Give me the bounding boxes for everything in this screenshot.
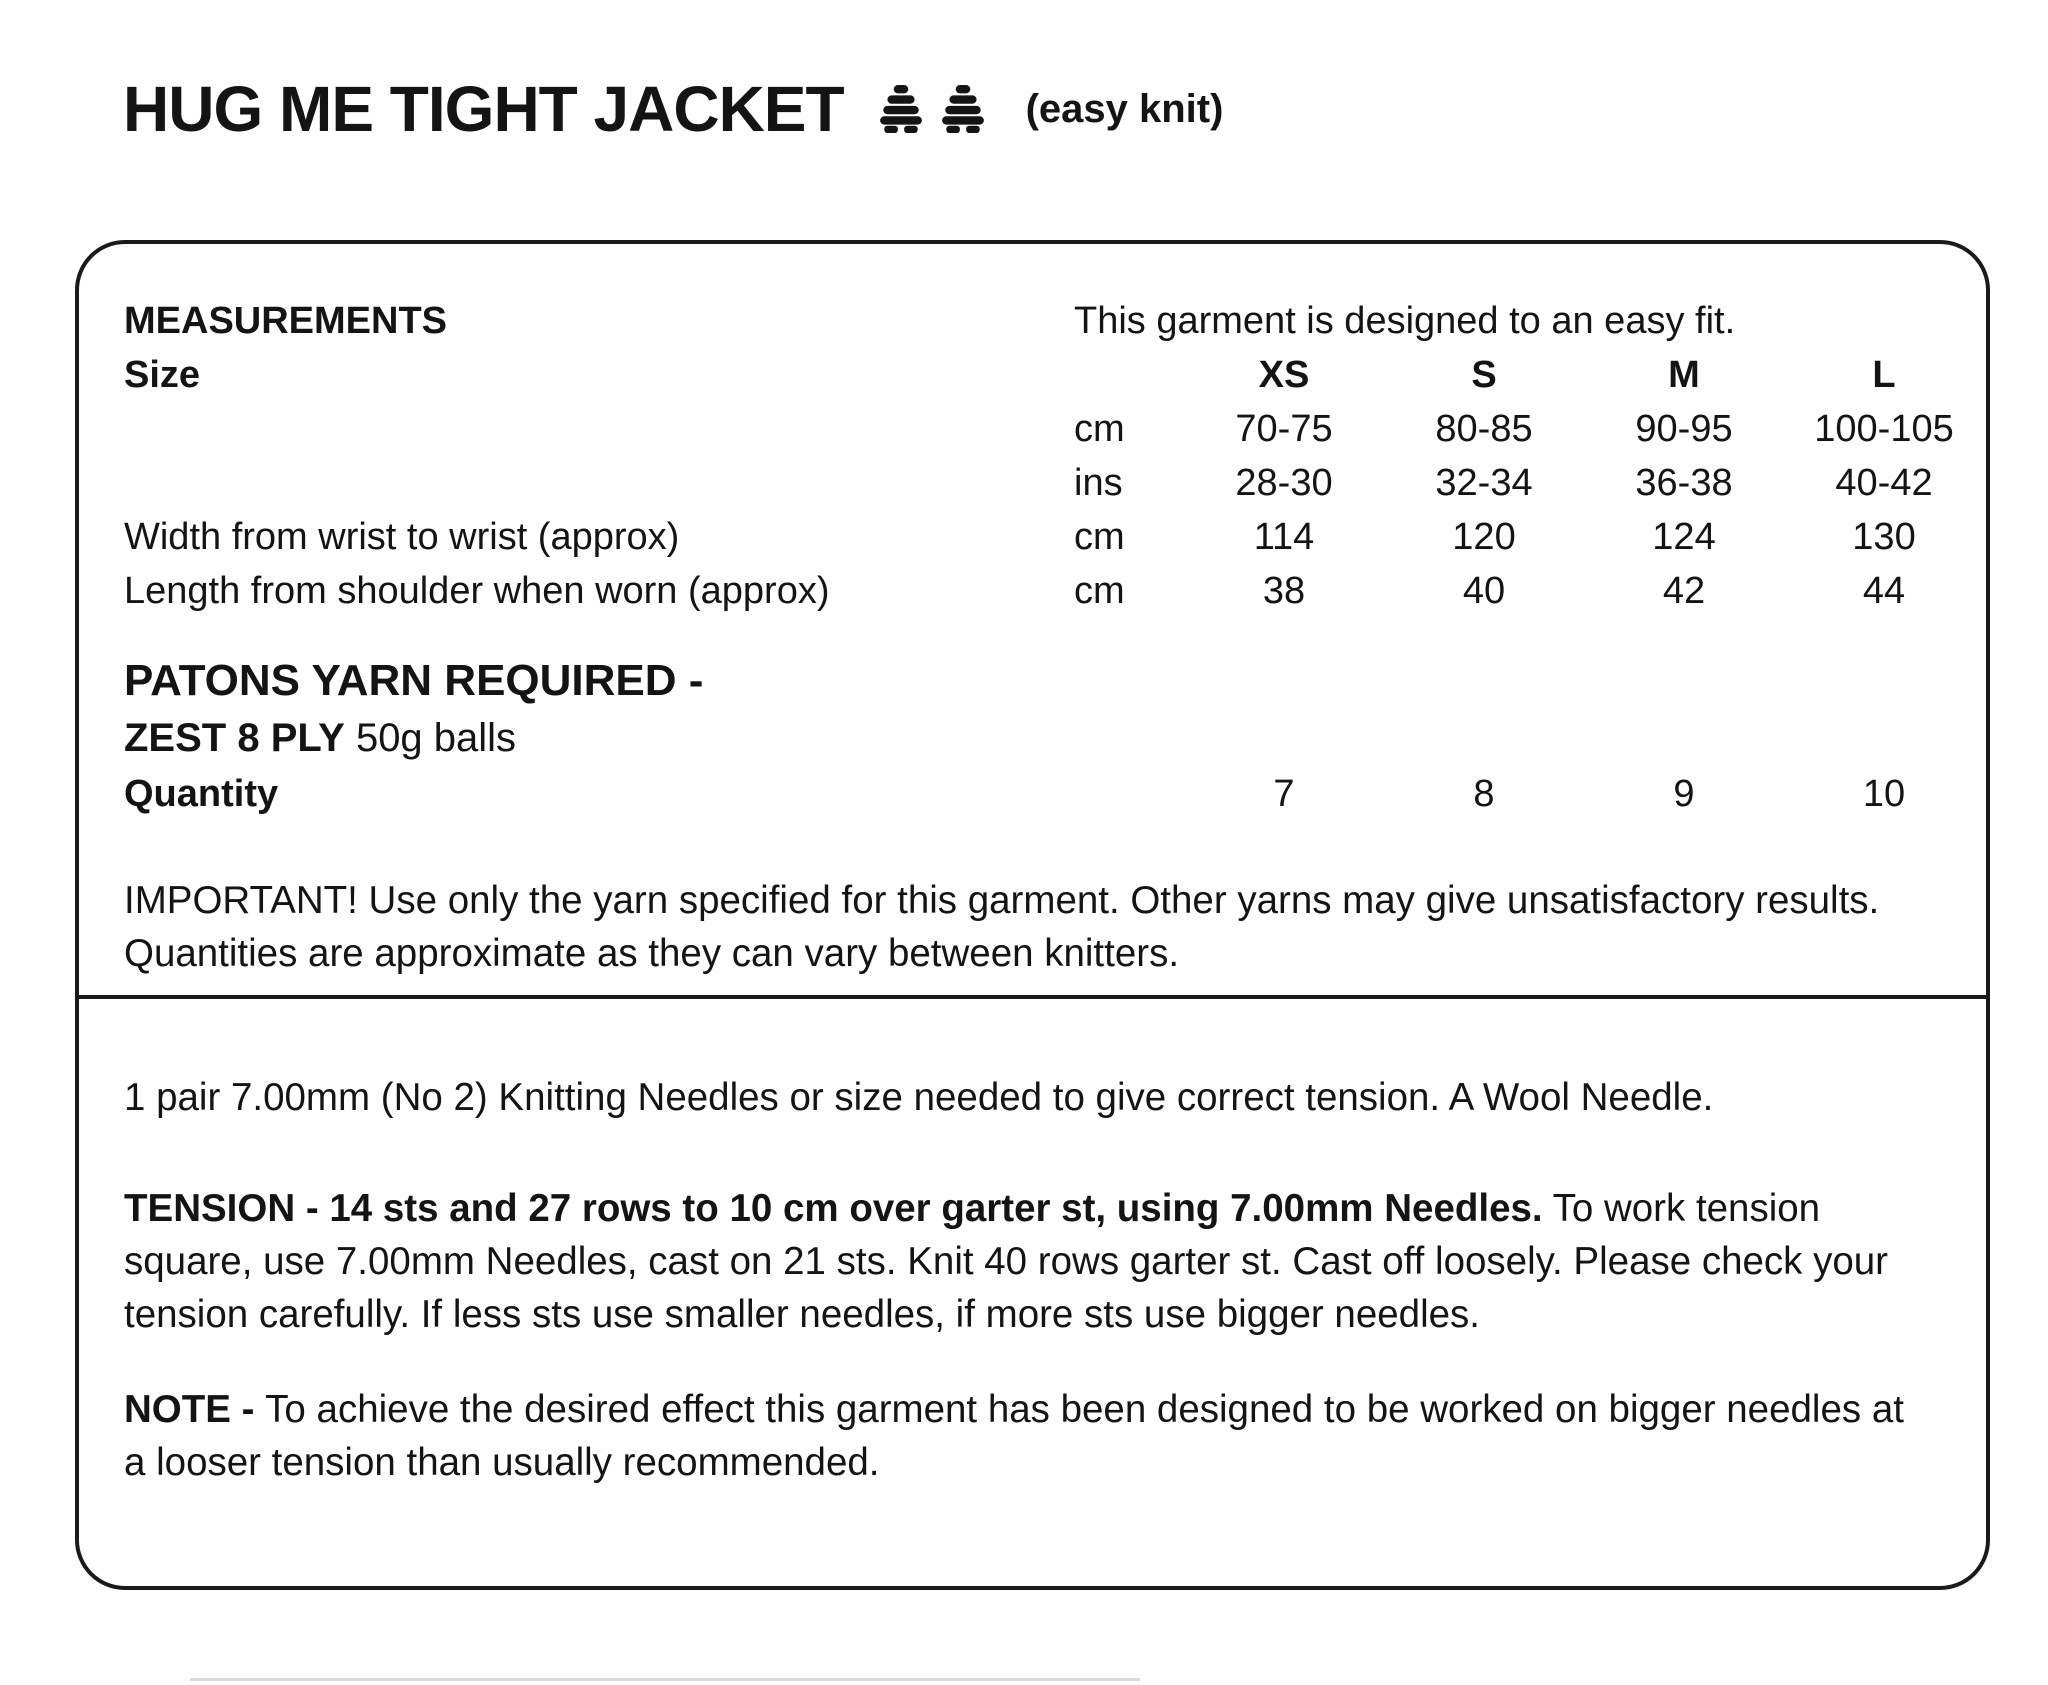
table-cell: 38 bbox=[1262, 570, 1306, 612]
yarn-required-heading: PATONS YARN REQUIRED - bbox=[124, 656, 704, 705]
measurements-table bbox=[124, 294, 1954, 618]
table-row-label: Width from wrist to wrist (approx) bbox=[124, 516, 680, 558]
tension-paragraph bbox=[124, 1182, 1924, 1341]
needles-text: 1 pair 7.00mm (No 2) Knitting Needles or size needed to give correct tension. A Wool Needle. bbox=[124, 1076, 1714, 1119]
table-cell: 28-30 bbox=[1235, 462, 1333, 504]
table-row-label bbox=[124, 456, 1074, 510]
quantity-row bbox=[124, 766, 1946, 822]
table-cell: 44 bbox=[1862, 570, 1906, 612]
size-header-xs: XS bbox=[1258, 354, 1310, 396]
quantity-s: 8 bbox=[1473, 773, 1495, 815]
table-cell: 70-75 bbox=[1235, 408, 1333, 450]
size-header-l: L bbox=[1872, 354, 1896, 396]
yarn-detail: 50g balls bbox=[344, 716, 517, 760]
tension-lead: TENSION - 14 sts and 27 rows to 10 cm over garter st, using 7.00mm Needles. bbox=[124, 1187, 1543, 1230]
quantity-l: 10 bbox=[1862, 773, 1906, 815]
table-cell: 114 bbox=[1253, 516, 1315, 558]
yarn-skein-icon bbox=[878, 85, 924, 133]
table-row-unit: cm bbox=[1074, 570, 1125, 612]
quantity-xs: 7 bbox=[1273, 773, 1295, 815]
note-paragraph bbox=[124, 1383, 1924, 1489]
yarn-name-line bbox=[124, 710, 1946, 766]
table-cell: 120 bbox=[1452, 516, 1516, 558]
measurements-section bbox=[79, 244, 1986, 995]
note-body: To achieve the desired effect this garment has been designed to be worked on bigger needles at a looser tension than usually recommended. bbox=[124, 1388, 1904, 1484]
size-header-s: S bbox=[1471, 354, 1497, 396]
table-row-unit: ins bbox=[1074, 462, 1123, 504]
quantity-label: Quantity bbox=[124, 773, 279, 815]
table-cell: 100-105 bbox=[1814, 408, 1954, 450]
difficulty-rating bbox=[878, 85, 986, 133]
table-cell: 40 bbox=[1462, 570, 1506, 612]
yarn-name: ZEST 8 PLY bbox=[124, 716, 345, 760]
scan-artifact-line bbox=[190, 1678, 1140, 1681]
size-header-m: M bbox=[1668, 354, 1700, 396]
table-cell: 32-34 bbox=[1435, 462, 1533, 504]
table-row-label: Length from shoulder when worn (approx) bbox=[124, 570, 830, 612]
measurements-heading: MEASUREMENTS bbox=[124, 300, 448, 342]
easy-knit-label: (easy knit) bbox=[1025, 86, 1224, 131]
page-title: HUG ME TIGHT JACKET bbox=[123, 73, 844, 145]
yarn-skein-icon bbox=[940, 85, 986, 133]
table-cell: 130 bbox=[1852, 516, 1916, 558]
quantity-m: 9 bbox=[1673, 773, 1695, 815]
pattern-info-box bbox=[75, 240, 1990, 1590]
quantity-unit-spacer bbox=[1074, 766, 1184, 822]
tension-section bbox=[79, 995, 1986, 1489]
note-lead: NOTE - bbox=[124, 1388, 266, 1431]
title-row bbox=[123, 72, 1223, 146]
table-cell: 90-95 bbox=[1635, 408, 1733, 450]
table-cell: 36-38 bbox=[1635, 462, 1733, 504]
table-cell: 42 bbox=[1662, 570, 1706, 612]
important-note: IMPORTANT! Use only the yarn specified for this garment. Other yarns may give unsatisfactory results. Quantities are approximate as they can vary between knitters. bbox=[124, 879, 1880, 975]
table-cell: 40-42 bbox=[1835, 462, 1933, 504]
table-row-unit: cm bbox=[1074, 408, 1125, 450]
table-row-label bbox=[124, 402, 1074, 456]
size-unit-spacer bbox=[1074, 348, 1184, 402]
table-row-unit: cm bbox=[1074, 516, 1125, 558]
size-label: Size bbox=[124, 354, 201, 396]
table-cell: 124 bbox=[1652, 516, 1716, 558]
table-cell: 80-85 bbox=[1435, 408, 1533, 450]
tension-body: To work tension square, use 7.00mm Needles, cast on 21 sts. Knit 40 rows garter st. Cast off loosely. Please check your tension carefully. If less sts use smaller needles, if more sts use bigger needles. bbox=[124, 1187, 1889, 1336]
fit-note: This garment is designed to an easy fit. bbox=[1074, 300, 1736, 342]
